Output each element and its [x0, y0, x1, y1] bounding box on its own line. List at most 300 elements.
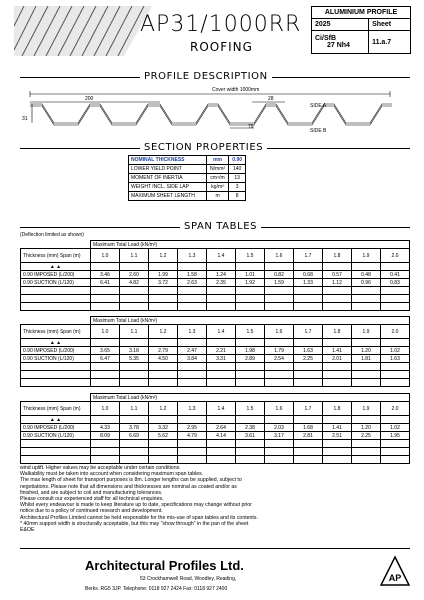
span-value: 2.03 — [265, 424, 294, 432]
empty-cell — [149, 440, 178, 448]
row-limit: (L/200) — [58, 271, 75, 278]
empty-cell — [178, 339, 207, 347]
span-value: 2.38 — [236, 424, 265, 432]
span-value: 1.33 — [294, 279, 323, 287]
empty-cell — [265, 371, 294, 379]
deflection-note: (Deflection limited as shown) — [20, 232, 84, 238]
span-value: 1.59 — [265, 279, 294, 287]
span-label: Span (m) — [59, 405, 81, 412]
span-value: 2.89 — [236, 355, 265, 363]
empty-cell — [352, 379, 381, 387]
span-value: 2.60 — [120, 271, 149, 279]
span-value: 2.01 — [323, 355, 352, 363]
load-header: 1.6 — [265, 249, 294, 263]
empty-cell — [294, 363, 323, 371]
empty-cell — [149, 379, 178, 387]
span-value: 3.31 — [207, 355, 236, 363]
row-label — [21, 355, 91, 363]
note-line: Please consult our experienced staff for all technical enquiries. — [20, 496, 164, 503]
load-header: 1.9 — [352, 249, 381, 263]
empty-cell — [381, 295, 410, 303]
span-value: 0.96 — [352, 279, 381, 287]
property-label: MOMENT OF INERTIA — [129, 174, 207, 183]
empty-cell — [91, 303, 120, 311]
empty-cell — [323, 295, 352, 303]
empty-cell — [207, 339, 236, 347]
load-label: Maximum Total Load (kN/m²) — [91, 241, 410, 249]
cover-width: Cover width 1000mm — [212, 87, 260, 93]
span-label: Span (m) — [59, 252, 81, 259]
empty-cell — [149, 456, 178, 464]
empty-cell — [352, 371, 381, 379]
support-icon: ▲ ▲ — [21, 263, 91, 271]
span-value: 1.58 — [178, 271, 207, 279]
empty-cell — [381, 371, 410, 379]
sheet-number: 11.a.7 — [372, 38, 392, 46]
row-label — [21, 424, 91, 432]
load-header: 1.2 — [149, 325, 178, 339]
load-header: 2.0 — [381, 402, 410, 416]
empty-cell — [323, 379, 352, 387]
load-header: 1.5 — [236, 402, 265, 416]
empty-cell — [91, 287, 120, 295]
empty-cell — [323, 363, 352, 371]
logo-text: AP — [388, 573, 402, 583]
span-value: 2.54 — [265, 355, 294, 363]
support-icon: ▲ ▲ — [21, 416, 91, 424]
span-value: 3.18 — [120, 347, 149, 355]
span-value: 1.20 — [352, 424, 381, 432]
span-value: 1.41 — [323, 347, 352, 355]
table-row — [21, 347, 410, 355]
span-value: 3.61 — [236, 432, 265, 440]
reference-box — [311, 6, 411, 54]
dim-28: 28 — [268, 96, 274, 102]
empty-cell — [352, 448, 381, 456]
span-value: 1.79 — [265, 347, 294, 355]
span-value: 2.79 — [149, 347, 178, 355]
row-label-text: 0.90 IMPOSED — [23, 271, 58, 278]
empty-cell — [178, 303, 207, 311]
load-header: 1.1 — [120, 402, 149, 416]
empty-cell — [381, 303, 410, 311]
empty-cell — [236, 456, 265, 464]
empty-cell — [294, 456, 323, 464]
load-header: 1.9 — [352, 325, 381, 339]
row-label-text: 0.90 IMPOSED — [23, 424, 58, 431]
span-heading: SPAN TABLES — [180, 221, 261, 232]
span-value: 1.20 — [352, 347, 381, 355]
empty-cell — [120, 440, 149, 448]
empty-cell — [178, 295, 207, 303]
thickness-spacer — [21, 394, 91, 402]
empty-cell — [323, 339, 352, 347]
span-value: 3.78 — [120, 424, 149, 432]
span-value: 3.72 — [149, 279, 178, 287]
note-line: E&OE — [20, 527, 35, 534]
empty-cell — [352, 287, 381, 295]
empty-cell — [21, 303, 91, 311]
empty-cell — [294, 303, 323, 311]
span-value: 0.57 — [323, 271, 352, 279]
empty-cell — [323, 416, 352, 424]
empty-cell — [21, 456, 91, 464]
empty-cell — [381, 448, 410, 456]
span-value: 1.02 — [381, 347, 410, 355]
load-header: 1.0 — [91, 249, 120, 263]
empty-cell — [294, 263, 323, 271]
empty-cell — [294, 379, 323, 387]
span-value: 1.01 — [236, 271, 265, 279]
empty-cell — [120, 287, 149, 295]
load-header: 1.6 — [265, 402, 294, 416]
empty-cell — [236, 339, 265, 347]
empty-cell — [265, 303, 294, 311]
empty-cell — [265, 456, 294, 464]
empty-cell — [91, 448, 120, 456]
side-b-label: SIDE B — [310, 128, 327, 134]
empty-cell — [381, 440, 410, 448]
span-value: 2.81 — [294, 432, 323, 440]
span-value: 2.51 — [323, 432, 352, 440]
load-header: 1.1 — [120, 325, 149, 339]
dim-31: 31 — [22, 116, 28, 122]
span-value: 2.25 — [294, 355, 323, 363]
span-value: 4.33 — [91, 424, 120, 432]
empty-cell — [178, 456, 207, 464]
empty-cell — [236, 295, 265, 303]
empty-cell — [236, 440, 265, 448]
empty-cell — [21, 379, 91, 387]
row-limit: (L/120) — [58, 355, 74, 362]
footer-divider — [20, 548, 410, 549]
empty-cell — [294, 339, 323, 347]
address-line-1: 53 Crockhamwell Road, Woodley, Reading, — [140, 576, 237, 582]
note-line: Walkability must be taken into account when considering maximum span tables. — [20, 471, 204, 478]
span-table — [20, 240, 410, 311]
note-line: wind uplift. Higher values may be acceptable under certain conditions. — [20, 465, 181, 471]
company-name: Architectural Profiles Ltd. — [85, 558, 244, 573]
cisfb-label: Ci/SfB — [315, 35, 336, 42]
empty-cell — [21, 363, 91, 371]
empty-cell — [265, 339, 294, 347]
empty-cell — [91, 263, 120, 271]
empty-cell — [381, 263, 410, 271]
empty-cell — [21, 295, 91, 303]
empty-cell — [207, 371, 236, 379]
row-limit: (L/120) — [58, 279, 74, 286]
company-logo — [380, 555, 410, 587]
thickness-label: Thickness (mm) — [23, 405, 59, 412]
empty-cell — [381, 416, 410, 424]
empty-cell — [120, 379, 149, 387]
property-label: WEIGHT INCL. SIDE LAP — [129, 183, 207, 192]
empty-cell — [294, 448, 323, 456]
empty-cell — [149, 363, 178, 371]
empty-cell — [120, 416, 149, 424]
empty-cell — [21, 371, 91, 379]
load-header: 1.4 — [207, 249, 236, 263]
empty-cell — [91, 379, 120, 387]
note-line: negotiations. Please note that all dimensions and thicknesses are nominal as coated and/or as — [20, 483, 237, 490]
empty-cell — [178, 263, 207, 271]
load-header: 1.4 — [207, 325, 236, 339]
span-value: 1.99 — [149, 271, 178, 279]
span-value: 0.48 — [352, 271, 381, 279]
span-value: 1.98 — [236, 347, 265, 355]
span-table — [20, 316, 410, 387]
empty-cell — [120, 448, 149, 456]
table-row — [21, 271, 410, 279]
row-label — [21, 347, 91, 355]
span-value: 1.02 — [381, 424, 410, 432]
thickness-span-label — [21, 325, 91, 339]
span-value: 1.63 — [294, 347, 323, 355]
empty-cell — [265, 416, 294, 424]
load-label: Maximum Total Load (kN/m²) — [91, 394, 410, 402]
empty-cell — [236, 379, 265, 387]
row-label — [21, 279, 91, 287]
empty-cell — [91, 295, 120, 303]
empty-cell — [91, 339, 120, 347]
property-label: LOWER YIELD POINT — [129, 165, 207, 174]
row-limit: (L/200) — [58, 424, 75, 431]
span-value: 2.47 — [178, 347, 207, 355]
empty-cell — [352, 440, 381, 448]
section-heading: SECTION PROPERTIES — [140, 142, 267, 153]
load-header: 1.7 — [294, 402, 323, 416]
cisfb-code: 27 Nh4 — [327, 42, 350, 49]
empty-cell — [91, 440, 120, 448]
note-line: * 40mm support width is structurally acceptable, but this may "show through" in the pan of the sheet — [20, 520, 249, 527]
load-header: 1.3 — [178, 402, 207, 416]
year: 2025 — [312, 19, 369, 30]
empty-cell — [91, 416, 120, 424]
property-row — [129, 183, 246, 192]
row-label-text: 0.90 SUCTION — [23, 279, 57, 286]
span-value: 5.35 — [120, 355, 149, 363]
empty-cell — [265, 379, 294, 387]
empty-cell — [120, 363, 149, 371]
empty-cell — [178, 363, 207, 371]
span-value: 3.84 — [178, 355, 207, 363]
row-label — [21, 271, 91, 279]
empty-cell — [294, 416, 323, 424]
load-header: 1.8 — [323, 402, 352, 416]
empty-cell — [178, 287, 207, 295]
empty-cell — [265, 440, 294, 448]
load-header: 1.0 — [91, 402, 120, 416]
empty-cell — [236, 448, 265, 456]
property-row — [129, 174, 246, 183]
empty-cell — [236, 303, 265, 311]
span-value: 1.63 — [381, 355, 410, 363]
property-value: 8 — [229, 192, 246, 201]
empty-cell — [294, 287, 323, 295]
load-label: Maximum Total Load (kN/m²) — [91, 317, 410, 325]
note-line: The max length of sheet for transport purposes is 8m. Longer lengths can be supplied, subject to — [20, 477, 242, 484]
load-header: 1.6 — [265, 325, 294, 339]
thickness-spacer — [21, 317, 91, 325]
thickness-label: Thickness (mm) — [23, 328, 59, 335]
load-header: 1.9 — [352, 402, 381, 416]
span-value: 3.46 — [91, 271, 120, 279]
empty-cell — [207, 456, 236, 464]
property-label: NOMINAL THICKNESS — [129, 156, 207, 165]
empty-cell — [265, 363, 294, 371]
property-unit: mm — [206, 156, 229, 165]
empty-cell — [120, 295, 149, 303]
profile-drawing — [20, 88, 410, 138]
material-label: ALUMINIUM PROFILE — [324, 9, 398, 16]
load-header: 1.3 — [178, 325, 207, 339]
load-header: 2.0 — [381, 325, 410, 339]
empty-cell — [294, 440, 323, 448]
load-header: 1.8 — [323, 325, 352, 339]
empty-cell — [265, 287, 294, 295]
empty-cell — [236, 371, 265, 379]
load-header: 1.3 — [178, 249, 207, 263]
product-subtitle: ROOFING — [190, 40, 253, 54]
thickness-label: Thickness (mm) — [23, 252, 59, 259]
table-row — [21, 279, 410, 287]
empty-cell — [120, 303, 149, 311]
property-value: 3 — [229, 183, 246, 192]
empty-cell — [323, 371, 352, 379]
empty-cell — [352, 363, 381, 371]
property-row — [129, 156, 246, 165]
empty-cell — [207, 363, 236, 371]
empty-cell — [120, 371, 149, 379]
empty-cell — [207, 263, 236, 271]
empty-cell — [294, 371, 323, 379]
empty-cell — [149, 448, 178, 456]
empty-cell — [149, 303, 178, 311]
load-header: 1.0 — [91, 325, 120, 339]
empty-cell — [120, 339, 149, 347]
span-value: 4.14 — [207, 432, 236, 440]
property-value: 13 — [229, 174, 246, 183]
note-line: Whilst every endeavour is made to keep literature up to date, specifications may change without prior — [20, 502, 252, 509]
load-header: 1.5 — [236, 325, 265, 339]
side-a-label: SIDE A — [310, 103, 327, 109]
span-value: 6.41 — [91, 279, 120, 287]
span-value: 8.09 — [91, 432, 120, 440]
thickness-span-label — [21, 402, 91, 416]
load-header: 1.1 — [120, 249, 149, 263]
span-value: 1.95 — [381, 432, 410, 440]
load-header: 2.0 — [381, 249, 410, 263]
empty-cell — [352, 456, 381, 464]
row-limit: (L/120) — [58, 432, 74, 439]
empty-cell — [207, 303, 236, 311]
support-icon: ▲ ▲ — [21, 339, 91, 347]
span-value: 4.50 — [149, 355, 178, 363]
span-value: 1.12 — [323, 279, 352, 287]
empty-cell — [207, 295, 236, 303]
span-value: 0.68 — [294, 271, 323, 279]
empty-cell — [323, 448, 352, 456]
empty-cell — [236, 263, 265, 271]
sheet-illustration — [14, 6, 152, 56]
empty-cell — [323, 303, 352, 311]
empty-cell — [352, 295, 381, 303]
product-title: AP31/1000RR — [140, 12, 302, 37]
span-value: 2.21 — [207, 347, 236, 355]
empty-cell — [21, 287, 91, 295]
span-value: 1.24 — [207, 271, 236, 279]
span-value: 6.47 — [91, 355, 120, 363]
span-value: 0.82 — [265, 271, 294, 279]
empty-cell — [91, 371, 120, 379]
empty-cell — [265, 448, 294, 456]
empty-cell — [21, 448, 91, 456]
property-row — [129, 192, 246, 201]
empty-cell — [178, 416, 207, 424]
empty-cell — [207, 287, 236, 295]
row-label-text: 0.90 IMPOSED — [23, 347, 58, 354]
table-row — [21, 432, 410, 440]
load-header: 1.7 — [294, 249, 323, 263]
span-value: 2.25 — [352, 432, 381, 440]
empty-cell — [381, 339, 410, 347]
load-header: 1.5 — [236, 249, 265, 263]
empty-cell — [207, 379, 236, 387]
span-value: 3.32 — [149, 424, 178, 432]
empty-cell — [120, 263, 149, 271]
span-value: 1.92 — [236, 279, 265, 287]
empty-cell — [207, 448, 236, 456]
empty-cell — [149, 295, 178, 303]
empty-cell — [149, 287, 178, 295]
empty-cell — [236, 363, 265, 371]
empty-cell — [149, 339, 178, 347]
row-limit: (L/200) — [58, 347, 75, 354]
property-row — [129, 165, 246, 174]
empty-cell — [294, 295, 323, 303]
span-value: 2.63 — [178, 279, 207, 287]
note-line: Architectural Profiles Limited cannot be held responsible for the mis-use of span tables and its contents. — [20, 514, 258, 521]
property-label: MAXIMUM SHEET LENGTH — [129, 192, 207, 201]
load-header: 1.7 — [294, 325, 323, 339]
empty-cell — [265, 263, 294, 271]
empty-cell — [236, 287, 265, 295]
note-line: notice due to a policy of continued research and development. — [20, 508, 163, 515]
property-unit: kg/m² — [206, 183, 229, 192]
property-unit: N/mm² — [206, 165, 229, 174]
dim-79: 79 — [248, 124, 254, 130]
empty-cell — [352, 263, 381, 271]
property-value: 140 — [229, 165, 246, 174]
thickness-spacer — [21, 241, 91, 249]
property-unit: m — [206, 192, 229, 201]
span-table — [20, 393, 410, 464]
span-value: 3.65 — [91, 347, 120, 355]
span-value: 4.79 — [178, 432, 207, 440]
empty-cell — [352, 303, 381, 311]
dim-200: 200 — [85, 96, 94, 102]
empty-cell — [323, 456, 352, 464]
span-value: 1.68 — [294, 424, 323, 432]
span-value: 2.64 — [207, 424, 236, 432]
span-value: 1.81 — [352, 355, 381, 363]
span-value: 0.83 — [381, 279, 410, 287]
empty-cell — [352, 416, 381, 424]
empty-cell — [381, 287, 410, 295]
row-label-text: 0.90 SUCTION — [23, 355, 57, 362]
span-value: 3.17 — [265, 432, 294, 440]
sheet-label: Sheet — [372, 21, 392, 28]
